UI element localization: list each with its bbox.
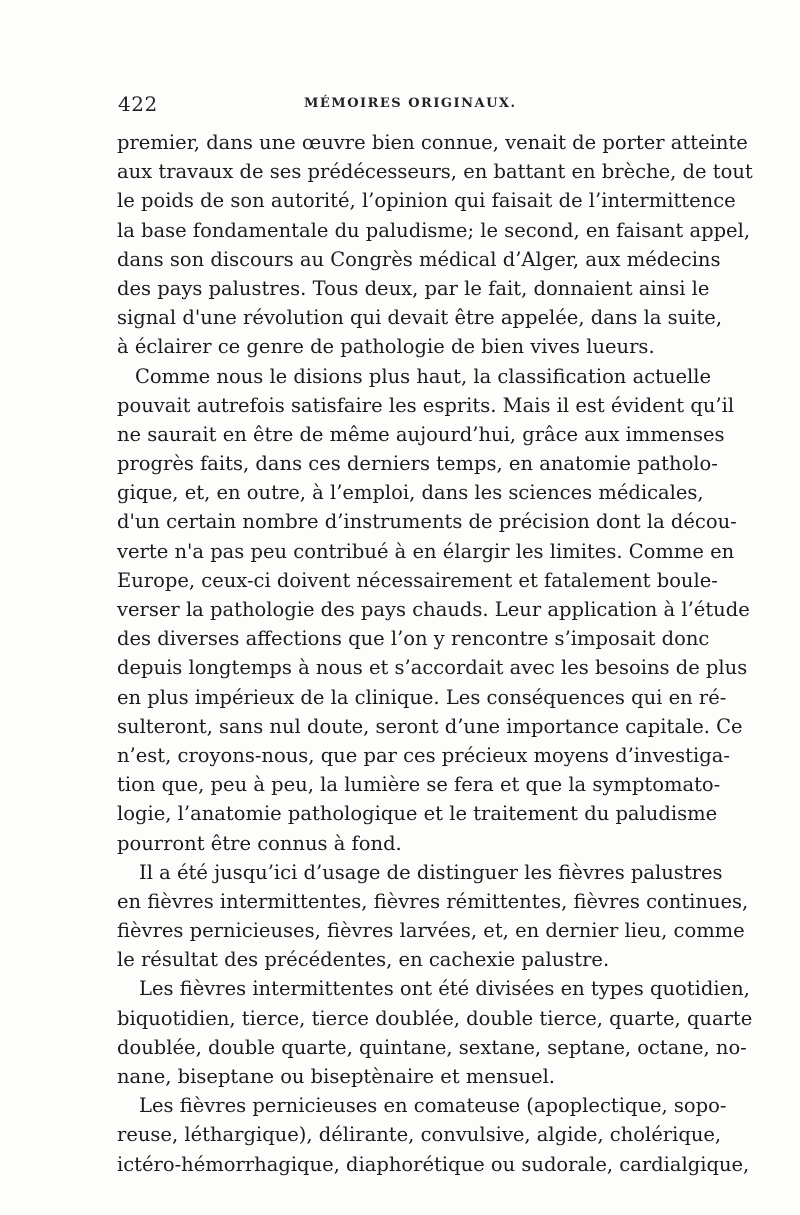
running-head: MÉMOIRES ORIGINAUX.	[304, 96, 517, 111]
text-line: d'un certain nombre d’instruments de précision dont la décou-	[117, 510, 737, 534]
text-line: à éclairer ce genre de pathologie de bien vives lueurs.	[117, 335, 655, 359]
text-line: sulteront, sans nul doute, seront d’une importance capitale. Ce	[117, 714, 743, 738]
text-line: reuse, léthargique), délirante, convulsive, algide, cholérique,	[117, 1123, 722, 1147]
text-line: pourront être connus à fond.	[117, 831, 402, 855]
text-line: doublée, double quarte, quintane, sextane, septane, octane, no-	[117, 1035, 747, 1059]
text-line: tion que, peu à peu, la lumière se fera et que la symptomato-	[117, 773, 721, 797]
text-line: nane, biseptane ou biseptènaire et mensuel.	[117, 1065, 555, 1088]
text-line: verser la pathologie des pays chauds. Leur application à l’étude	[117, 598, 750, 621]
paragraph-start-line: Les fièvres pernicieuses en comateuse (apoplectique, sopo-	[139, 1094, 727, 1118]
paragraph-start-line: Les fièvres intermittentes ont été divisées en types quotidien,	[139, 977, 750, 1001]
text-line: depuis longtemps à nous et s’accordait avec les besoins de plus	[117, 656, 748, 680]
text-line: aux travaux de ses prédécesseurs, en battant en brèche, de tout	[117, 160, 753, 184]
text-line: biquotidien, tierce, tierce doublée, double tierce, quarte, quarte	[117, 1006, 753, 1030]
text-line: le résultat des précédentes, en cachexie palustre.	[117, 948, 610, 972]
text-line: le poids de son autorité, l’opinion qui faisait de l’intermittence	[117, 189, 736, 213]
text-line: progrès faits, dans ces derniers temps, en anatomie patholo-	[117, 452, 718, 476]
paragraph-start-line: Comme nous le disions plus haut, la classification actuelle	[135, 364, 712, 388]
text-line: n’est, croyons-nous, que par ces précieux moyens d’investiga-	[117, 743, 730, 767]
page-header	[118, 92, 698, 126]
text-line: premier, dans une œuvre bien connue, venait de porter atteinte	[117, 131, 748, 154]
text-line: gique, et, en outre, à l’emploi, dans les sciences médicales,	[117, 481, 704, 505]
page-number: 422	[118, 92, 158, 116]
text-line: en plus impérieux de la clinique. Les conséquences qui en ré-	[117, 685, 727, 709]
paragraph-start-line: Il a été jusqu’ici d’usage de distinguer les fièvres palustres	[139, 860, 723, 884]
text-line: signal d'une révolution qui devait être appelée, dans la suite,	[117, 306, 723, 330]
text-line: pouvait autrefois satisfaire les esprits. Mais il est évident qu’il	[117, 393, 735, 417]
text-line: des pays palustres. Tous deux, par le fait, donnaient ainsi le	[117, 276, 710, 300]
text-line: fièvres pernicieuses, fièvres larvées, et, en dernier lieu, comme	[117, 919, 745, 943]
text-line: verte n'a pas peu contribué à en élargir les limites. Comme en	[117, 539, 735, 563]
text-line: logie, l’anatomie pathologique et le traitement du paludisme	[117, 802, 718, 826]
text-line: ictéro-hémorrhagique, diaphorétique ou sudorale, cardialgique,	[117, 1152, 750, 1176]
text-line: Europe, ceux-ci doivent nécessairement et fatalement boule-	[117, 568, 718, 592]
text-line: ne saurait en être de même aujourd’hui, grâce aux immenses	[117, 422, 725, 446]
text-line: en fièvres intermittentes, fièvres rémittentes, fièvres continues,	[117, 889, 749, 913]
text-line: des diverses affections que l’on y rencontre s’imposait donc	[117, 627, 710, 651]
body-text	[117, 128, 753, 1179]
text-line: la base fondamentale du paludisme; le second, en faisant appel,	[117, 218, 751, 242]
text-line: dans son discours au Congrès médical d’Alger, aux médecins	[117, 247, 721, 271]
